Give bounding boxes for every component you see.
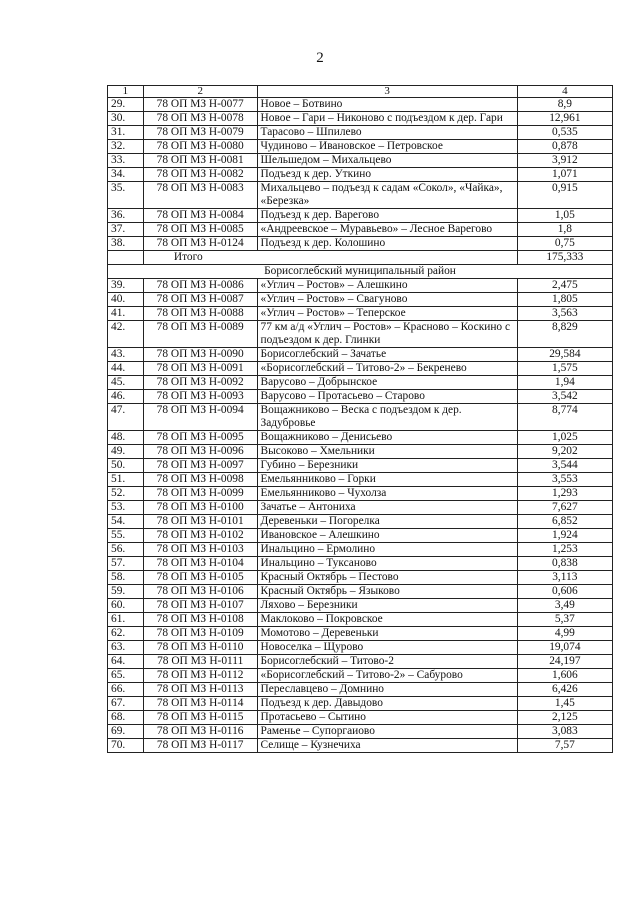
table-row	[108, 112, 613, 126]
road-code: 78 ОП МЗ Н-0113	[143, 683, 257, 697]
row-number: 64.	[108, 655, 144, 669]
row-number: 60.	[108, 599, 144, 613]
road-name: Борисоглебский – Зачатье	[257, 348, 517, 362]
table-row	[108, 529, 613, 543]
section-row	[108, 265, 613, 279]
road-name: Вощажниково – Денисьево	[257, 431, 517, 445]
road-length: 8,829	[517, 321, 612, 348]
row-number: 69.	[108, 725, 144, 739]
table-row	[108, 641, 613, 655]
table-row	[108, 697, 613, 711]
row-number: 37.	[108, 223, 144, 237]
table-row	[108, 585, 613, 599]
table-row	[108, 655, 613, 669]
road-name: Варусово – Добрынское	[257, 376, 517, 390]
road-length: 1,45	[517, 697, 612, 711]
road-name: Новое – Гари – Никоново с подъездом к дер. Гари	[257, 112, 517, 126]
road-length: 3,49	[517, 599, 612, 613]
table-row	[108, 237, 613, 251]
table-row	[108, 725, 613, 739]
road-length: 1,05	[517, 209, 612, 223]
row-number: 38.	[108, 237, 144, 251]
table-row	[108, 404, 613, 431]
road-code: 78 ОП МЗ Н-0092	[143, 376, 257, 390]
row-number: 59.	[108, 585, 144, 599]
road-length: 19,074	[517, 641, 612, 655]
road-name: Переславцево – Домнино	[257, 683, 517, 697]
road-code: 78 ОП МЗ Н-0082	[143, 168, 257, 182]
road-code: 78 ОП МЗ Н-0117	[143, 739, 257, 753]
road-name: Чудиново – Ивановское – Петровское	[257, 140, 517, 154]
row-number: 58.	[108, 571, 144, 585]
row-number: 70.	[108, 739, 144, 753]
road-length: 29,584	[517, 348, 612, 362]
table-row	[108, 557, 613, 571]
table-row	[108, 627, 613, 641]
road-name: «Борисоглебский – Титово-2» – Сабурово	[257, 669, 517, 683]
table-row	[108, 154, 613, 168]
road-name: «Борисоглебский – Титово-2» – Бекренево	[257, 362, 517, 376]
road-length: 3,544	[517, 459, 612, 473]
road-name: Раменье – Супоргаиово	[257, 725, 517, 739]
table-row	[108, 293, 613, 307]
row-number: 68.	[108, 711, 144, 725]
road-code: 78 ОП МЗ Н-0083	[143, 182, 257, 209]
road-code: 78 ОП МЗ Н-0101	[143, 515, 257, 529]
row-number: 54.	[108, 515, 144, 529]
road-length: 1,025	[517, 431, 612, 445]
road-code: 78 ОП МЗ Н-0099	[143, 487, 257, 501]
table-row	[108, 683, 613, 697]
header-col-1: 1	[108, 86, 144, 98]
road-name: «Андреевское – Муравьево» – Лесное Варегово	[257, 223, 517, 237]
table-row	[108, 279, 613, 293]
road-name: Варусово – Протасьево – Старово	[257, 390, 517, 404]
total-value: 175,333	[517, 251, 612, 265]
road-code: 78 ОП МЗ Н-0102	[143, 529, 257, 543]
road-length: 3,553	[517, 473, 612, 487]
row-number: 47.	[108, 404, 144, 431]
section-title: Борисоглебский муниципальный район	[108, 265, 613, 279]
road-code: 78 ОП МЗ Н-0077	[143, 98, 257, 112]
road-length: 3,113	[517, 571, 612, 585]
road-length: 24,197	[517, 655, 612, 669]
row-number: 39.	[108, 279, 144, 293]
row-number: 50.	[108, 459, 144, 473]
road-name: Высоково – Хмельники	[257, 445, 517, 459]
row-number: 43.	[108, 348, 144, 362]
road-code: 78 ОП МЗ Н-0087	[143, 293, 257, 307]
row-number: 34.	[108, 168, 144, 182]
road-code: 78 ОП МЗ Н-0085	[143, 223, 257, 237]
road-code: 78 ОП МЗ Н-0096	[143, 445, 257, 459]
table-row	[108, 168, 613, 182]
road-code: 78 ОП МЗ Н-0089	[143, 321, 257, 348]
row-number: 30.	[108, 112, 144, 126]
road-name: Ивановское – Алешкино	[257, 529, 517, 543]
road-length: 8,774	[517, 404, 612, 431]
row-number: 51.	[108, 473, 144, 487]
road-length: 1,293	[517, 487, 612, 501]
total-row	[108, 251, 613, 265]
road-length: 0,535	[517, 126, 612, 140]
road-code: 78 ОП МЗ Н-0093	[143, 390, 257, 404]
row-number: 33.	[108, 154, 144, 168]
table-row	[108, 321, 613, 348]
road-name: «Углич – Ростов» – Свагуново	[257, 293, 517, 307]
table-row	[108, 431, 613, 445]
road-length: 8,9	[517, 98, 612, 112]
road-length: 0,915	[517, 182, 612, 209]
road-code: 78 ОП МЗ Н-0115	[143, 711, 257, 725]
road-code: 78 ОП МЗ Н-0095	[143, 431, 257, 445]
row-number: 56.	[108, 543, 144, 557]
row-number: 49.	[108, 445, 144, 459]
table-row	[108, 307, 613, 321]
table-row	[108, 711, 613, 725]
table-row	[108, 543, 613, 557]
road-name: Емельянниково – Горки	[257, 473, 517, 487]
road-code: 78 ОП МЗ Н-0104	[143, 557, 257, 571]
road-name: Красный Октябрь – Пестово	[257, 571, 517, 585]
road-name: Михальцево – подъезд к садам «Сокол», «Чайка», «Березка»	[257, 182, 517, 209]
road-code: 78 ОП МЗ Н-0084	[143, 209, 257, 223]
road-name: Момотово – Деревеньки	[257, 627, 517, 641]
road-name: Новое – Ботвино	[257, 98, 517, 112]
road-code: 78 ОП МЗ Н-0097	[143, 459, 257, 473]
road-code: 78 ОП МЗ Н-0094	[143, 404, 257, 431]
road-code: 78 ОП МЗ Н-0080	[143, 140, 257, 154]
row-number: 62.	[108, 627, 144, 641]
total-label: Итого	[143, 251, 517, 265]
table-row	[108, 571, 613, 585]
header-row	[108, 86, 613, 98]
road-code: 78 ОП МЗ Н-0091	[143, 362, 257, 376]
road-length: 7,627	[517, 501, 612, 515]
row-number: 48.	[108, 431, 144, 445]
road-length: 2,475	[517, 279, 612, 293]
road-code: 78 ОП МЗ Н-0110	[143, 641, 257, 655]
table-row	[108, 515, 613, 529]
road-length: 0,606	[517, 585, 612, 599]
road-length: 3,083	[517, 725, 612, 739]
table-row	[108, 182, 613, 209]
table-row	[108, 739, 613, 753]
road-length: 12,961	[517, 112, 612, 126]
row-number: 45.	[108, 376, 144, 390]
road-name: «Углич – Ростов» – Теперское	[257, 307, 517, 321]
header-col-4: 4	[517, 86, 612, 98]
row-number: 46.	[108, 390, 144, 404]
road-code: 78 ОП МЗ Н-0111	[143, 655, 257, 669]
table-row	[108, 669, 613, 683]
table-row	[108, 487, 613, 501]
road-length: 7,57	[517, 739, 612, 753]
row-number: 41.	[108, 307, 144, 321]
road-name: 77 км а/д «Углич – Ростов» – Красново – Коскино с подъездом к дер. Глинки	[257, 321, 517, 348]
row-number: 29.	[108, 98, 144, 112]
road-code: 78 ОП МЗ Н-0100	[143, 501, 257, 515]
row-number: 31.	[108, 126, 144, 140]
road-length: 0,75	[517, 237, 612, 251]
row-number: 63.	[108, 641, 144, 655]
road-name: Борисоглебский – Титово-2	[257, 655, 517, 669]
roads-table	[107, 85, 613, 753]
road-length: 5,37	[517, 613, 612, 627]
table-row	[108, 98, 613, 112]
road-code: 78 ОП МЗ Н-0107	[143, 599, 257, 613]
road-name: Инальцино – Ермолино	[257, 543, 517, 557]
road-name: Маклоково – Покровское	[257, 613, 517, 627]
road-code: 78 ОП МЗ Н-0105	[143, 571, 257, 585]
road-length: 1,805	[517, 293, 612, 307]
road-length: 9,202	[517, 445, 612, 459]
road-name: Новоселка – Щурово	[257, 641, 517, 655]
road-code: 78 ОП МЗ Н-0108	[143, 613, 257, 627]
road-length: 1,94	[517, 376, 612, 390]
road-length: 3,563	[517, 307, 612, 321]
row-number: 32.	[108, 140, 144, 154]
table-row	[108, 209, 613, 223]
table-row	[108, 473, 613, 487]
road-length: 0,878	[517, 140, 612, 154]
road-name: Инальцино – Туксаново	[257, 557, 517, 571]
road-length: 1,924	[517, 529, 612, 543]
row-number: 53.	[108, 501, 144, 515]
road-length: 1,8	[517, 223, 612, 237]
road-code: 78 ОП МЗ Н-0112	[143, 669, 257, 683]
road-code: 78 ОП МЗ Н-0086	[143, 279, 257, 293]
road-name: Подъезд к дер. Давыдово	[257, 697, 517, 711]
table-row	[108, 348, 613, 362]
road-name: Селище – Кузнечиха	[257, 739, 517, 753]
road-name: Губино – Березники	[257, 459, 517, 473]
table-row	[108, 599, 613, 613]
road-length: 6,426	[517, 683, 612, 697]
road-length: 3,542	[517, 390, 612, 404]
road-code: 78 ОП МЗ Н-0090	[143, 348, 257, 362]
road-code: 78 ОП МЗ Н-0078	[143, 112, 257, 126]
page-number: 2	[316, 50, 324, 66]
row-number: 42.	[108, 321, 144, 348]
road-name: Протасьево – Сытино	[257, 711, 517, 725]
road-code: 78 ОП МЗ Н-0106	[143, 585, 257, 599]
table-row	[108, 390, 613, 404]
table-row	[108, 459, 613, 473]
table-row	[108, 126, 613, 140]
road-name: Тарасово – Шпилево	[257, 126, 517, 140]
road-code: 78 ОП МЗ Н-0088	[143, 307, 257, 321]
row-number: 57.	[108, 557, 144, 571]
road-code: 78 ОП МЗ Н-0081	[143, 154, 257, 168]
road-length: 1,071	[517, 168, 612, 182]
road-name: Ляхово – Березники	[257, 599, 517, 613]
road-length: 2,125	[517, 711, 612, 725]
road-name: Подъезд к дер. Уткино	[257, 168, 517, 182]
row-number: 40.	[108, 293, 144, 307]
road-name: Подъезд к дер. Колошино	[257, 237, 517, 251]
table-row	[108, 362, 613, 376]
header-col-3: 3	[257, 86, 517, 98]
table-row	[108, 140, 613, 154]
table-row	[108, 445, 613, 459]
road-code: 78 ОП МЗ Н-0098	[143, 473, 257, 487]
row-number: 66.	[108, 683, 144, 697]
row-number: 55.	[108, 529, 144, 543]
total-empty-cell	[108, 251, 144, 265]
roads-table-body	[108, 86, 613, 753]
row-number: 52.	[108, 487, 144, 501]
road-code: 78 ОП МЗ Н-0124	[143, 237, 257, 251]
road-code: 78 ОП МЗ Н-0079	[143, 126, 257, 140]
road-length: 1,575	[517, 362, 612, 376]
road-code: 78 ОП МЗ Н-0114	[143, 697, 257, 711]
road-name: Подъезд к дер. Варегово	[257, 209, 517, 223]
road-code: 78 ОП МЗ Н-0103	[143, 543, 257, 557]
road-name: Красный Октябрь – Языково	[257, 585, 517, 599]
table-row	[108, 223, 613, 237]
row-number: 65.	[108, 669, 144, 683]
road-length: 1,606	[517, 669, 612, 683]
road-code: 78 ОП МЗ Н-0116	[143, 725, 257, 739]
road-name: Вощажниково – Веска с подъездом к дер. Задубровье	[257, 404, 517, 431]
road-name: Зачатье – Антониха	[257, 501, 517, 515]
road-length: 4,99	[517, 627, 612, 641]
road-name: «Углич – Ростов» – Алешкино	[257, 279, 517, 293]
table-row	[108, 613, 613, 627]
row-number: 35.	[108, 182, 144, 209]
row-number: 61.	[108, 613, 144, 627]
header-col-2: 2	[143, 86, 257, 98]
row-number: 44.	[108, 362, 144, 376]
road-length: 1,253	[517, 543, 612, 557]
road-length: 6,852	[517, 515, 612, 529]
road-name: Емельянниково – Чухолза	[257, 487, 517, 501]
table-row	[108, 501, 613, 515]
table-row	[108, 376, 613, 390]
road-name: Шельшедом – Михальцево	[257, 154, 517, 168]
road-length: 3,912	[517, 154, 612, 168]
row-number: 36.	[108, 209, 144, 223]
road-code: 78 ОП МЗ Н-0109	[143, 627, 257, 641]
road-length: 0,838	[517, 557, 612, 571]
road-name: Деревеньки – Погорелка	[257, 515, 517, 529]
row-number: 67.	[108, 697, 144, 711]
